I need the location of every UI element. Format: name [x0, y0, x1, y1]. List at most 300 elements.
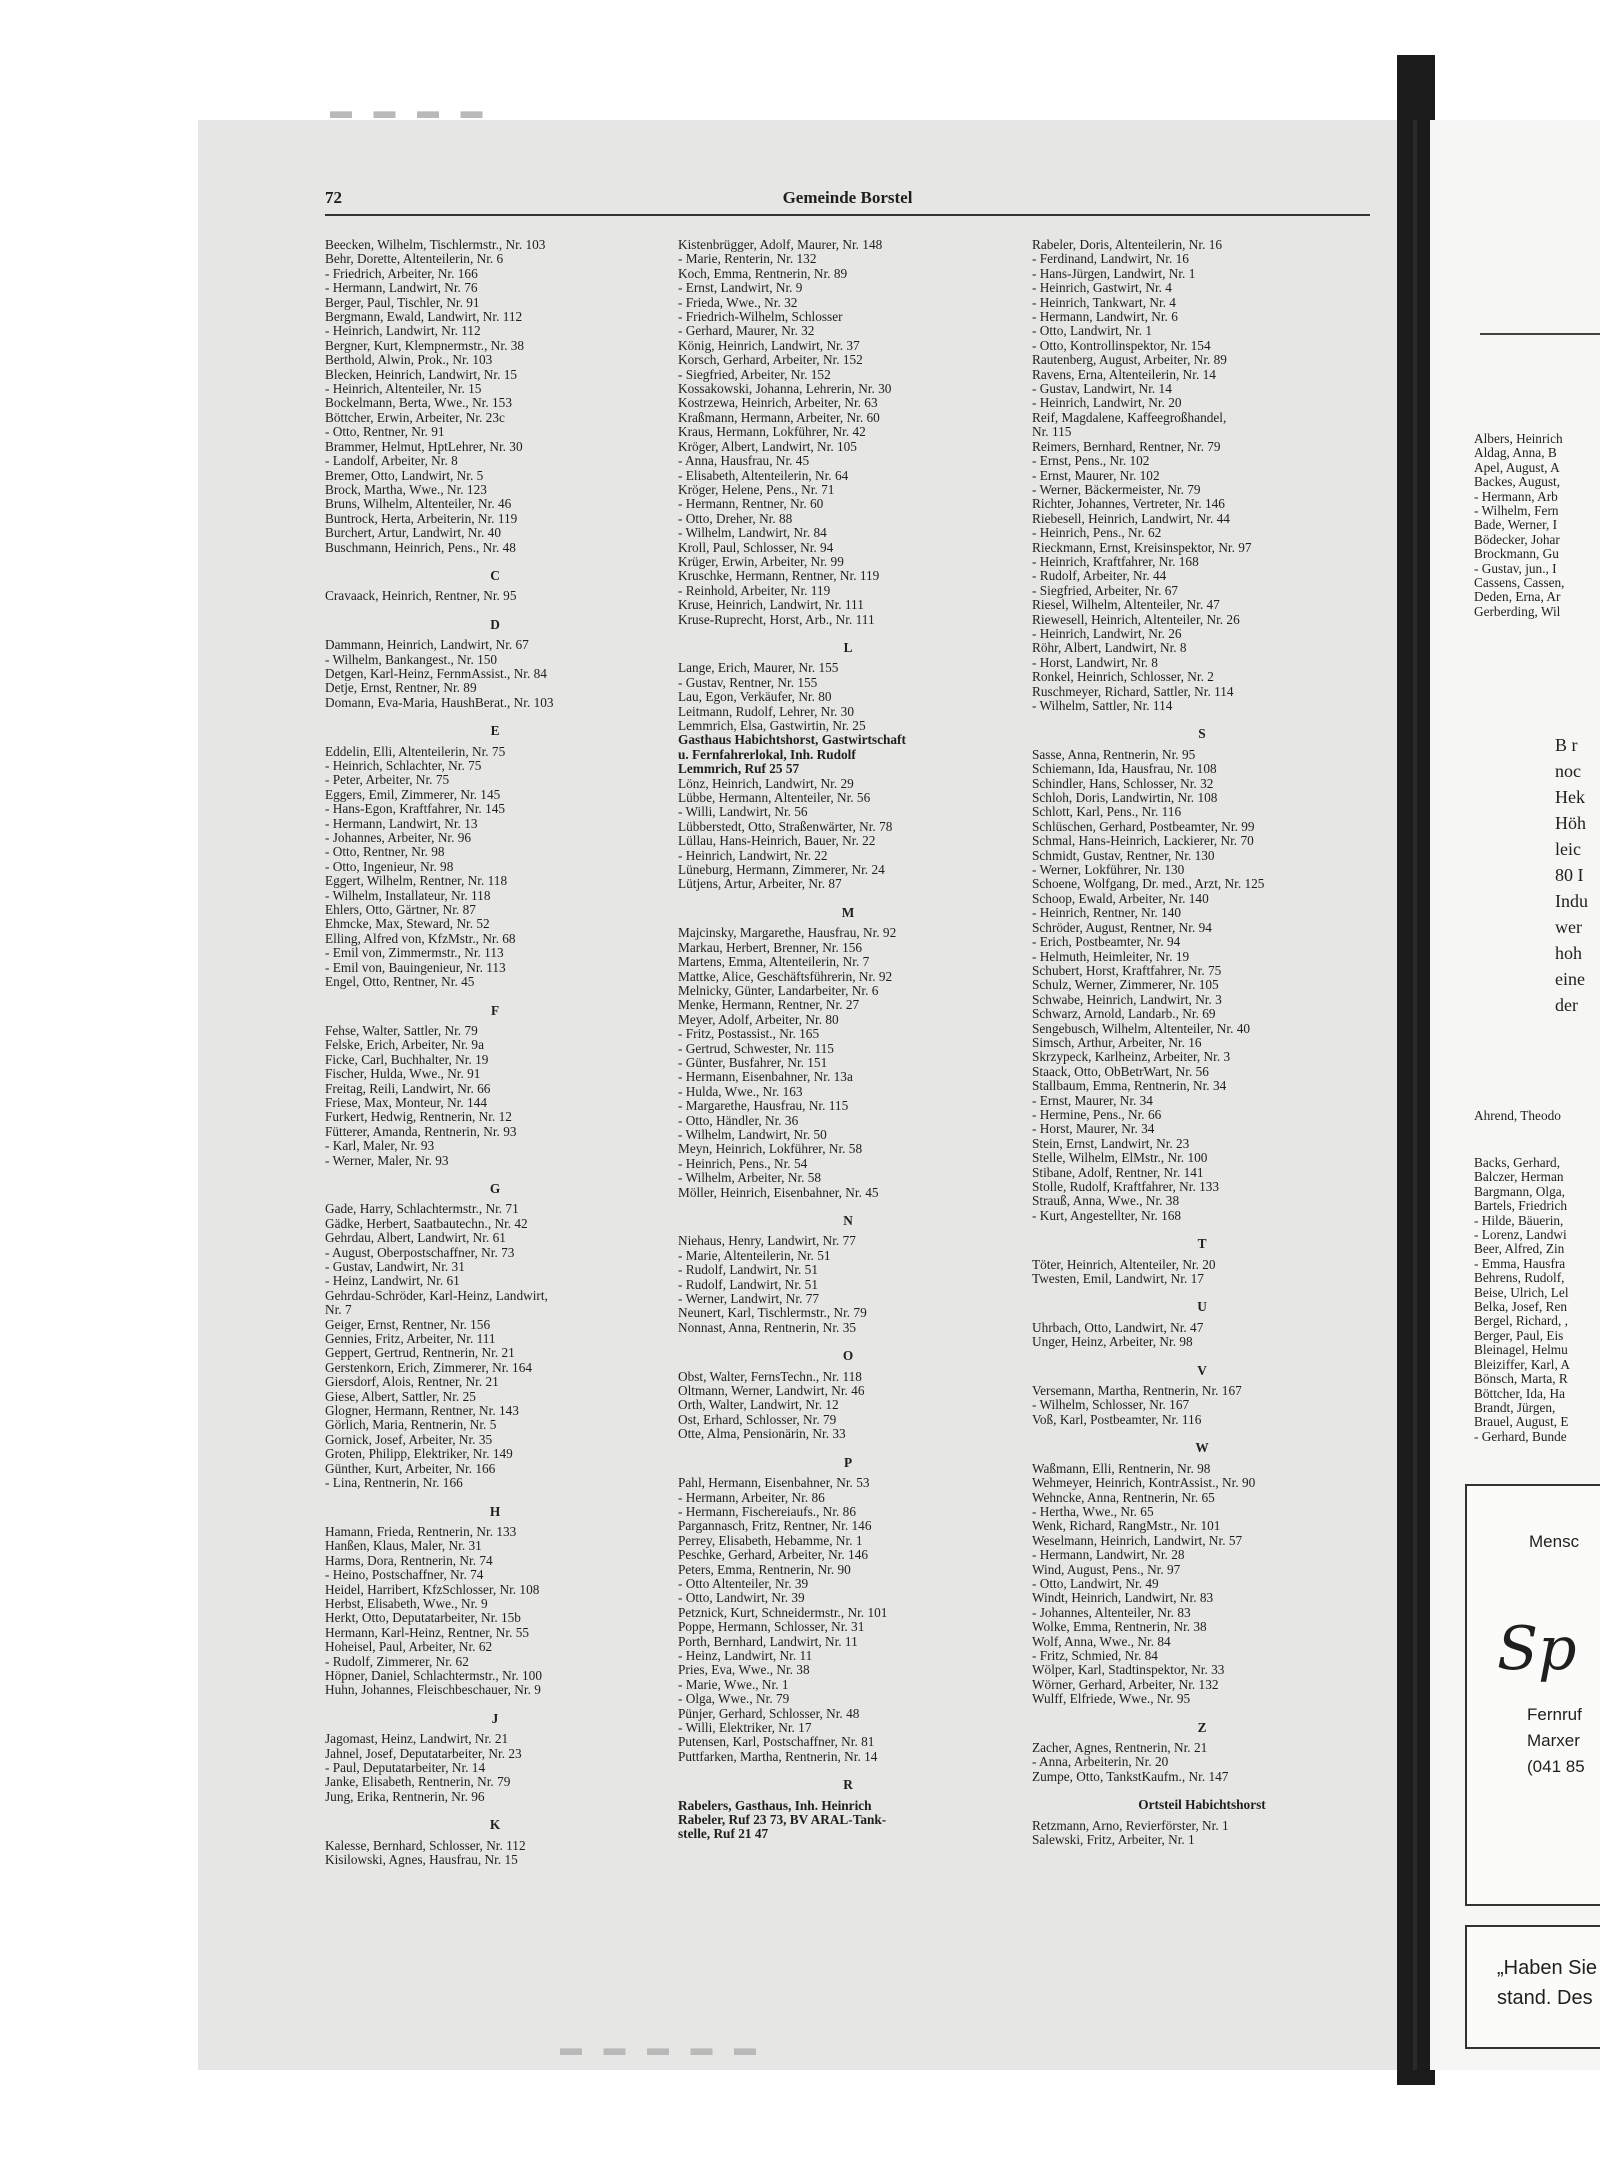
directory-column-3	[1032, 238, 1372, 1847]
directory-entry: Herbst, Elisabeth, Wwe., Nr. 9	[325, 1595, 488, 1611]
directory-entry: - Margarethe, Hausfrau, Nr. 115	[678, 1098, 849, 1114]
advertisement-line: Marxer	[1527, 1731, 1580, 1750]
directory-entry: Wolf, Anna, Wwe., Nr. 84	[1032, 1633, 1171, 1649]
directory-entry: Wölper, Karl, Stadtinspektor, Nr. 33	[1032, 1662, 1225, 1678]
section-letter: G	[489, 1180, 501, 1196]
directory-entry: - Heinrich, Landwirt, Nr. 112	[325, 323, 481, 339]
section-letter: L	[843, 639, 853, 655]
adjacent-list-entry: Böttcher, Ida, Ha	[1474, 1385, 1566, 1401]
directory-entry: Porth, Bernhard, Landwirt, Nr. 11	[678, 1633, 858, 1649]
directory-entry: Beecken, Wilhelm, Tischlermstr., Nr. 103	[325, 237, 546, 252]
directory-entry: Kisilowski, Agnes, Hausfrau, Nr. 15	[325, 1852, 518, 1868]
directory-entry: - Fritz, Postassist., Nr. 165	[678, 1026, 820, 1042]
adjacent-list-entry: Bade, Werner, I	[1474, 517, 1558, 533]
adjacent-list-entry: Cassens, Cassen,	[1474, 575, 1565, 591]
directory-entry: - Lina, Rentnerin, Nr. 166	[325, 1475, 463, 1491]
directory-entry: - Ernst, Landwirt, Nr. 9	[678, 280, 803, 296]
directory-entry: Lemmrich, Ruf 25 57	[678, 761, 800, 777]
directory-entry: Stolle, Rudolf, Kraftfahrer, Nr. 133	[1032, 1179, 1220, 1194]
directory-entry: Korsch, Gerhard, Arbeiter, Nr. 152	[678, 352, 863, 368]
directory-entry: Leitmann, Rudolf, Lehrer, Nr. 30	[678, 703, 854, 719]
directory-entry: Martens, Emma, Altenteilerin, Nr. 7	[678, 954, 870, 970]
directory-entry: Brammer, Helmut, HptLehrer, Nr. 30	[325, 438, 523, 454]
adjacent-list-1	[1474, 432, 1565, 619]
adjacent-list-entry: - Hilde, Bäuerin,	[1474, 1212, 1564, 1228]
adjacent-list-entry: Behrens, Rudolf,	[1474, 1270, 1565, 1286]
adjacent-page-rule	[1480, 333, 1600, 335]
directory-entry: - Hermann, Landwirt, Nr. 28	[1032, 1547, 1185, 1563]
directory-entry: Kossakowski, Johanna, Lehrerin, Nr. 30	[678, 381, 892, 397]
adjacent-text-line: wer	[1555, 917, 1582, 937]
directory-entry: - Wilhelm, Installateur, Nr. 118	[325, 887, 491, 903]
adjacent-text-line: der	[1555, 995, 1578, 1015]
adjacent-list-entry: Berger, Paul, Eis	[1474, 1327, 1564, 1343]
directory-entry: - Heinrich, Gastwirt, Nr. 4	[1032, 280, 1172, 296]
directory-entry: Buschmann, Heinrich, Pens., Nr. 48	[325, 539, 516, 555]
directory-entry: Menke, Hermann, Rentner, Nr. 27	[678, 997, 860, 1013]
directory-entry: Twesten, Emil, Landwirt, Nr. 17	[1032, 1271, 1204, 1287]
directory-entry: Rabeler, Ruf 23 73, BV ARAL-Tank-	[678, 1812, 887, 1828]
directory-entry: Stibane, Adolf, Rentner, Nr. 141	[1032, 1164, 1204, 1180]
directory-entry: Eggers, Emil, Zimmerer, Nr. 145	[325, 786, 501, 802]
bleed-through-text-bottom: ▬ ▬ ▬ ▬ ▬	[560, 2035, 764, 2060]
page-number: 72	[325, 188, 342, 207]
adjacent-list-entry: - Wilhelm, Fern	[1474, 503, 1559, 519]
directory-entry: Kruse, Heinrich, Landwirt, Nr. 111	[678, 597, 864, 613]
directory-entry: - Otto, Landwirt, Nr. 1	[1032, 323, 1153, 339]
directory-entry: - Marie, Wwe., Nr. 1	[678, 1676, 789, 1692]
directory-entry: Kroll, Paul, Schlosser, Nr. 94	[678, 539, 834, 555]
directory-entry: Weselmann, Heinrich, Landwirt, Nr. 57	[1032, 1532, 1243, 1548]
directory-entry: Böttcher, Erwin, Arbeiter, Nr. 23c	[325, 409, 505, 425]
adjacent-list-entry: - Gerhard, Bunde	[1474, 1428, 1567, 1444]
directory-entry: - Siegfried, Arbeiter, Nr. 152	[678, 366, 831, 382]
directory-entry: Kalesse, Bernhard, Schlosser, Nr. 112	[325, 1837, 526, 1853]
directory-entry: Nr. 115	[1032, 424, 1072, 440]
directory-entry: Kruschke, Hermann, Rentner, Nr. 119	[678, 568, 880, 584]
directory-entry: - Elisabeth, Altenteilerin, Nr. 64	[678, 467, 849, 483]
directory-entry: - Gerhard, Maurer, Nr. 32	[678, 323, 815, 339]
directory-entry: - Heinrich, Rentner, Nr. 140	[1032, 905, 1182, 921]
advertisement-heading: Mensc	[1529, 1532, 1580, 1551]
directory-entry: Schlüschen, Gerhard, Postbeamter, Nr. 99	[1032, 818, 1255, 834]
directory-entry: Schoene, Wolfgang, Dr. med., Arzt, Nr. 125	[1032, 876, 1265, 892]
directory-entry: Fütterer, Amanda, Rentnerin, Nr. 93	[325, 1123, 517, 1139]
directory-entry: Hanßen, Klaus, Maler, Nr. 31	[325, 1538, 482, 1554]
section-letter: W	[1195, 1440, 1209, 1456]
directory-entry: Lübberstedt, Otto, Straßenwärter, Nr. 78	[678, 818, 893, 834]
directory-entry: - Anna, Hausfrau, Nr. 45	[678, 453, 810, 469]
directory-entry: Schiemann, Ida, Hausfrau, Nr. 108	[1032, 761, 1217, 777]
directory-entry: Glogner, Hermann, Rentner, Nr. 143	[325, 1403, 519, 1419]
directory-entry: - Heinz, Landwirt, Nr. 11	[678, 1647, 813, 1663]
adjacent-list-2	[1474, 1156, 1570, 1444]
directory-entry: Detgen, Karl-Heinz, FernmAssist., Nr. 84	[325, 665, 547, 681]
directory-entry: Pries, Eva, Wwe., Nr. 38	[678, 1662, 810, 1678]
directory-entry: Unger, Heinz, Arbeiter, Nr. 98	[1032, 1334, 1193, 1350]
adjacent-list-entry: Bödecker, Johar	[1474, 531, 1560, 547]
directory-entry: Geiger, Ernst, Rentner, Nr. 156	[325, 1316, 491, 1332]
directory-entry: Uhrbach, Otto, Landwirt, Nr. 47	[1032, 1319, 1204, 1335]
directory-entry: - Heinrich, Landwirt, Nr. 20	[1032, 395, 1182, 411]
directory-entry: Ravens, Erna, Altenteilerin, Nr. 14	[1032, 366, 1216, 382]
directory-entry: Cravaack, Heinrich, Rentner, Nr. 95	[325, 588, 517, 604]
directory-entry: Groten, Philipp, Elektriker, Nr. 149	[325, 1446, 513, 1462]
directory-entry: Rieckmann, Ernst, Kreisinspektor, Nr. 97	[1032, 539, 1252, 555]
directory-entry: Otte, Alma, Pensionärin, Nr. 33	[678, 1426, 846, 1442]
directory-entry: Petznick, Kurt, Schneidermstr., Nr. 101	[678, 1604, 888, 1620]
directory-entry: Richter, Johannes, Vertreter, Nr. 146	[1032, 496, 1225, 512]
directory-entry: Rabeler, Doris, Altenteilerin, Nr. 16	[1032, 237, 1223, 252]
directory-entry: - Ernst, Maurer, Nr. 34	[1032, 1092, 1153, 1108]
adjacent-list-entry: Deden, Erna, Ar	[1474, 589, 1561, 605]
directory-entry: Obst, Walter, FernsTechn., Nr. 118	[678, 1368, 862, 1384]
directory-column-1	[325, 238, 665, 1867]
directory-entry: Kistenbrügger, Adolf, Maurer, Nr. 148	[678, 237, 883, 252]
adjacent-text-line: leic	[1555, 839, 1581, 859]
directory-entry: Bergmann, Ewald, Landwirt, Nr. 112	[325, 309, 523, 325]
directory-entry: Detje, Ernst, Rentner, Nr. 89	[325, 680, 477, 696]
directory-entry: - Hertha, Wwe., Nr. 65	[1032, 1503, 1154, 1519]
directory-entry: Mattke, Alice, Geschäftsführerin, Nr. 92	[678, 968, 893, 984]
directory-entry: Röhr, Albert, Landwirt, Nr. 8	[1032, 640, 1187, 656]
directory-entry: - Hans-Jürgen, Landwirt, Nr. 1	[1032, 265, 1196, 281]
directory-entry: - Friedrich-Wilhelm, Schlosser	[678, 309, 843, 325]
directory-entry: Harms, Dora, Rentnerin, Nr. 74	[325, 1552, 493, 1568]
section-letter: C	[490, 567, 500, 583]
directory-entry: - Gustav, Landwirt, Nr. 14	[1032, 381, 1172, 397]
directory-entry: - Hermann, Landwirt, Nr. 6	[1032, 309, 1178, 325]
directory-entry: - Hermine, Pens., Nr. 66	[1032, 1106, 1162, 1122]
adjacent-page	[1430, 120, 1600, 2070]
directory-entry: Reif, Magdalene, Kaffeegroßhandel,	[1032, 409, 1227, 425]
directory-entry: - Werner, Lokführer, Nr. 130	[1032, 862, 1185, 878]
directory-entry: Niehaus, Henry, Landwirt, Nr. 77	[678, 1233, 856, 1249]
section-letter: Z	[1197, 1719, 1207, 1735]
directory-entry: Zumpe, Otto, TankstKaufm., Nr. 147	[1032, 1768, 1229, 1784]
directory-entry: - Heinrich, Kraftfahrer, Nr. 168	[1032, 553, 1199, 569]
section-letter: F	[490, 1002, 500, 1018]
adjacent-list-entry: Backs, Gerhard,	[1474, 1155, 1561, 1170]
adjacent-text-line: noc	[1555, 761, 1581, 781]
directory-entry: Meyer, Adolf, Arbeiter, Nr. 80	[678, 1011, 839, 1027]
directory-entry: Puttfarken, Martha, Rentnerin, Nr. 14	[678, 1748, 878, 1764]
directory-entry: - Frieda, Wwe., Nr. 32	[678, 294, 798, 310]
directory-entry: Jagomast, Heinz, Landwirt, Nr. 21	[325, 1731, 509, 1747]
directory-entry: Peters, Emma, Rentnerin, Nr. 90	[678, 1561, 851, 1577]
directory-entry: Riewesell, Heinrich, Altenteiler, Nr. 26	[1032, 611, 1240, 627]
directory-entry: - Johannes, Altenteiler, Nr. 83	[1032, 1604, 1191, 1620]
section-letter: T	[1197, 1236, 1207, 1252]
directory-entry: - Landolf, Arbeiter, Nr. 8	[325, 453, 458, 469]
directory-entry: Lütjens, Artur, Arbeiter, Nr. 87	[678, 876, 842, 892]
directory-entry: Riebesell, Heinrich, Landwirt, Nr. 44	[1032, 510, 1230, 526]
directory-entry: - Ferdinand, Landwirt, Nr. 16	[1032, 251, 1189, 267]
directory-entry: Berthold, Alwin, Prok., Nr. 103	[325, 352, 493, 368]
directory-entry: Pünjer, Gerhard, Schlosser, Nr. 48	[678, 1705, 860, 1721]
directory-entry: Schmal, Hans-Heinrich, Lackierer, Nr. 70	[1032, 833, 1254, 849]
directory-entry: Gerstenkorn, Erich, Zimmerer, Nr. 164	[325, 1359, 532, 1375]
directory-entry: Ruschmeyer, Richard, Sattler, Nr. 114	[1032, 683, 1234, 699]
directory-entry: - Karl, Maler, Nr. 93	[325, 1138, 435, 1154]
directory-entry: Gädke, Herbert, Saatbautechn., Nr. 42	[325, 1215, 528, 1231]
directory-entry: Huhn, Johannes, Fleischbeschauer, Nr. 9	[325, 1682, 541, 1698]
directory-entry: Bockelmann, Berta, Wwe., Nr. 153	[325, 395, 512, 411]
directory-entry: Herkt, Otto, Deputatarbeiter, Nr. 15b	[325, 1610, 521, 1626]
directory-entry: - Werner, Landwirt, Nr. 77	[678, 1291, 820, 1307]
adjacent-list-entry: Brockmann, Gu	[1474, 546, 1559, 562]
directory-entry: Jung, Erika, Rentnerin, Nr. 96	[325, 1788, 485, 1804]
directory-entry: Furkert, Hedwig, Rentnerin, Nr. 12	[325, 1109, 512, 1125]
directory-entry: Freitag, Reili, Landwirt, Nr. 66	[325, 1080, 491, 1096]
directory-entry: Markau, Herbert, Brenner, Nr. 156	[678, 939, 863, 955]
directory-entry: Janke, Elisabeth, Rentnerin, Nr. 79	[325, 1774, 511, 1790]
directory-entry: Riesel, Wilhelm, Altenteiler, Nr. 47	[1032, 597, 1220, 613]
directory-entry: Hamann, Frieda, Rentnerin, Nr. 133	[325, 1523, 517, 1539]
adjacent-list-entry: Bleinagel, Helmu	[1474, 1342, 1568, 1358]
directory-entry: - Rudolf, Landwirt, Nr. 51	[678, 1276, 818, 1292]
directory-entry: Ficke, Carl, Buchhalter, Nr. 19	[325, 1051, 489, 1067]
directory-entry: Retzmann, Arno, Revierförster, Nr. 1	[1032, 1817, 1229, 1833]
directory-entry: - Otto, Kontrollinspektor, Nr. 154	[1032, 337, 1211, 353]
directory-entry: Pahl, Hermann, Eisenbahner, Nr. 53	[678, 1475, 870, 1491]
directory-entry: Schlott, Karl, Pens., Nr. 116	[1032, 804, 1182, 820]
directory-entry: Töter, Heinrich, Altenteiler, Nr. 20	[1032, 1256, 1216, 1272]
quote-line: „Haben Sie	[1497, 1957, 1598, 1979]
directory-entry: Kostrzewa, Heinrich, Arbeiter, Nr. 63	[678, 395, 878, 411]
directory-entry: - Heino, Postschaffner, Nr. 74	[325, 1567, 484, 1583]
directory-entry: Bremer, Otto, Landwirt, Nr. 5	[325, 467, 484, 483]
directory-entry: - Paul, Deputatarbeiter, Nr. 14	[325, 1760, 486, 1775]
section-letter: O	[842, 1348, 854, 1364]
directory-entry: - Emil von, Zimmermstr., Nr. 113	[325, 945, 504, 961]
directory-entry: - Günter, Busfahrer, Nr. 151	[678, 1054, 828, 1070]
directory-entry: Domann, Eva-Maria, HaushBerat., Nr. 103	[325, 694, 554, 710]
directory-entry: - Wilhelm, Sattler, Nr. 114	[1032, 698, 1173, 713]
directory-entry: - Anna, Arbeiterin, Nr. 20	[1032, 1754, 1169, 1770]
directory-entry: - Otto, Händler, Nr. 36	[678, 1112, 799, 1128]
directory-entry: Dammann, Heinrich, Landwirt, Nr. 67	[325, 637, 529, 653]
directory-entry: Bergner, Kurt, Klempnermstr., Nr. 38	[325, 337, 525, 353]
section-letter: U	[1197, 1299, 1207, 1315]
page-header	[325, 188, 1370, 216]
adjacent-list-entry: Beise, Ulrich, Lel	[1474, 1284, 1569, 1300]
directory-entry: - Wilhelm, Landwirt, Nr. 84	[678, 525, 827, 541]
directory-entry: Schulz, Werner, Zimmerer, Nr. 105	[1032, 977, 1219, 993]
directory-entry: - Gertrud, Schwester, Nr. 115	[678, 1040, 834, 1056]
directory-entry: Eggert, Wilhelm, Rentner, Nr. 118	[325, 873, 508, 889]
directory-entry: Wulff, Elfriede, Wwe., Nr. 95	[1032, 1691, 1191, 1707]
section-letter: E	[490, 723, 500, 739]
directory-entry: Höpner, Daniel, Schlachtermstr., Nr. 100	[325, 1667, 542, 1683]
directory-entry: Schmidt, Gustav, Rentner, Nr. 130	[1032, 847, 1215, 863]
adjacent-text-line: Hek	[1555, 787, 1585, 807]
directory-column-2	[678, 238, 1018, 1842]
directory-entry: - Olga, Wwe., Nr. 79	[678, 1691, 790, 1707]
directory-entry: - Heinrich, Landwirt, Nr. 22	[678, 847, 828, 863]
directory-entry: - Heinrich, Pens., Nr. 54	[678, 1155, 808, 1171]
directory-entry: - Werner, Maler, Nr. 93	[325, 1152, 449, 1168]
adjacent-list-entry: Bönsch, Marta, R	[1474, 1371, 1568, 1387]
directory-entry: - Ernst, Maurer, Nr. 102	[1032, 467, 1160, 483]
directory-entry: Stein, Ernst, Landwirt, Nr. 23	[1032, 1135, 1190, 1151]
directory-entry: - Rudolf, Zimmerer, Nr. 62	[325, 1653, 469, 1669]
directory-entry: Nr. 7	[325, 1302, 352, 1318]
directory-entry: Kröger, Helene, Pens., Nr. 71	[678, 481, 835, 497]
directory-entry: Ehlers, Otto, Gärtner, Nr. 87	[325, 902, 476, 918]
directory-entry: Görlich, Maria, Rentnerin, Nr. 5	[325, 1417, 497, 1433]
directory-entry: Reimers, Bernhard, Rentner, Nr. 79	[1032, 438, 1221, 454]
directory-entry: - Heinrich, Altenteiler, Nr. 15	[325, 381, 482, 397]
directory-entry: - Heinrich, Schlachter, Nr. 75	[325, 758, 482, 773]
directory-entry: Lüneburg, Hermann, Zimmerer, Nr. 24	[678, 862, 885, 878]
adjacent-list-entry: Bargmann, Olga,	[1474, 1183, 1565, 1199]
directory-entry: - Hermann, Arbeiter, Nr. 86	[678, 1489, 825, 1505]
directory-entry: Sengebusch, Wilhelm, Altenteiler, Nr. 40	[1032, 1020, 1251, 1036]
section-letter: R	[843, 1777, 853, 1793]
directory-entry: Strauß, Anna, Wwe., Nr. 38	[1032, 1193, 1180, 1209]
directory-entry: - Reinhold, Arbeiter, Nr. 119	[678, 582, 831, 598]
section-letter: K	[489, 1817, 501, 1833]
directory-entry: Nonnast, Anna, Rentnerin, Nr. 35	[678, 1319, 857, 1335]
section-letter: S	[1198, 726, 1206, 742]
adjacent-list-entry: Brandt, Jürgen,	[1474, 1399, 1556, 1415]
directory-entry: - Hermann, Fischereiaufs., Nr. 86	[678, 1503, 856, 1519]
section-subheading: Ortsteil Habichtshorst	[1138, 1797, 1266, 1813]
directory-entry: Buntrock, Herta, Arbeiterin, Nr. 119	[325, 510, 518, 526]
directory-entry: - Horst, Maurer, Nr. 34	[1032, 1121, 1155, 1137]
directory-entry: Gehrdau, Albert, Landwirt, Nr. 61	[325, 1230, 506, 1246]
directory-entry: Behr, Dorette, Altenteilerin, Nr. 6	[325, 251, 504, 267]
page-title: Gemeinde Borstel	[782, 188, 913, 207]
directory-entry: - Siegfried, Arbeiter, Nr. 67	[1032, 582, 1179, 598]
directory-entry: Versemann, Martha, Rentnerin, Nr. 167	[1032, 1383, 1242, 1399]
adjacent-single-line: Ahrend, Theodo	[1474, 1108, 1561, 1123]
directory-entry: Rautenberg, August, Arbeiter, Nr. 89	[1032, 352, 1227, 368]
adjacent-list-entry: Brauel, August, E	[1474, 1414, 1569, 1430]
directory-entry: Engel, Otto, Rentner, Nr. 45	[325, 974, 475, 990]
directory-entry: Gornick, Josef, Arbeiter, Nr. 35	[325, 1431, 493, 1447]
adjacent-list-entry: Bleiziffer, Karl, A	[1474, 1356, 1570, 1372]
directory-entry: Ost, Erhard, Schlosser, Nr. 79	[678, 1411, 837, 1427]
adjacent-text-line: B r	[1555, 735, 1578, 755]
directory-entry: Perrey, Elisabeth, Hebamme, Nr. 1	[678, 1532, 863, 1548]
directory-entry: Wind, August, Pens., Nr. 97	[1032, 1561, 1181, 1577]
section-letter: M	[841, 904, 855, 920]
directory-entry: - Emil von, Bauingenieur, Nr. 113	[325, 959, 506, 975]
directory-entry: - August, Oberpostschaffner, Nr. 73	[325, 1244, 515, 1260]
directory-entry: Möller, Heinrich, Eisenbahner, Nr. 45	[678, 1184, 879, 1200]
directory-entry: Oltmann, Werner, Landwirt, Nr. 46	[678, 1383, 865, 1399]
directory-entry: Staack, Otto, ObBetrWart, Nr. 56	[1032, 1063, 1209, 1079]
directory-entry: König, Heinrich, Landwirt, Nr. 37	[678, 337, 860, 353]
adjacent-list-entry: Gerberding, Wil	[1474, 603, 1561, 619]
directory-entry: - Kurt, Angestellter, Nr. 168	[1032, 1207, 1182, 1223]
directory-entry: - Otto, Landwirt, Nr. 39	[678, 1590, 805, 1606]
directory-entry: - Hermann, Landwirt, Nr. 13	[325, 815, 478, 831]
directory-entry: Sasse, Anna, Rentnerin, Nr. 95	[1032, 746, 1196, 762]
directory-entry: - Peter, Arbeiter, Nr. 75	[325, 772, 450, 788]
directory-entry: Kraus, Hermann, Lokführer, Nr. 42	[678, 424, 866, 440]
directory-entry: - Otto, Dreher, Nr. 88	[678, 510, 793, 526]
directory-entry: - Horst, Landwirt, Nr. 8	[1032, 654, 1158, 670]
directory-entry: Giersdorf, Alois, Rentner, Nr. 21	[325, 1374, 499, 1390]
directory-entry: Putensen, Karl, Postschaffner, Nr. 81	[678, 1734, 875, 1750]
directory-entry: Schoop, Ewald, Arbeiter, Nr. 140	[1032, 890, 1209, 906]
bleed-through-text-top: ▬ ▬ ▬ ▬	[330, 98, 491, 123]
directory-entry: - Helmuth, Heimleiter, Nr. 19	[1032, 948, 1190, 964]
directory-entry: - Wilhelm, Schlosser, Nr. 167	[1032, 1397, 1190, 1413]
directory-entry: - Heinrich, Pens., Nr. 62	[1032, 525, 1162, 541]
advertisement-contact	[1527, 1702, 1585, 1780]
directory-entry: Brock, Martha, Wwe., Nr. 123	[325, 481, 487, 497]
directory-entry: - Heinrich, Tankwart, Nr. 4	[1032, 294, 1176, 310]
directory-entry: - Otto, Ingenieur, Nr. 98	[325, 858, 454, 874]
section-letter: N	[843, 1213, 853, 1228]
directory-entry: Kruse-Ruprecht, Horst, Arb., Nr. 111	[678, 611, 875, 627]
directory-entry: Blecken, Heinrich, Landwirt, Nr. 15	[325, 366, 518, 382]
directory-entry: - Rudolf, Landwirt, Nr. 51	[678, 1262, 818, 1278]
adjacent-list-entry: Belka, Josef, Ren	[1474, 1299, 1568, 1315]
adjacent-list-entry: Bergel, Richard, ,	[1474, 1313, 1568, 1329]
directory-entry: Voß, Karl, Postbeamter, Nr. 116	[1032, 1411, 1202, 1427]
directory-entry: Kröger, Albert, Landwirt, Nr. 105	[678, 438, 857, 454]
directory-entry: Ronkel, Heinrich, Schlosser, Nr. 2	[1032, 669, 1214, 685]
directory-entry: u. Fernfahrerlokal, Inh. Rudolf	[678, 746, 856, 762]
quote-box	[1465, 1925, 1600, 2049]
directory-entry: - Wilhelm, Bankangest., Nr. 150	[325, 651, 498, 667]
adjacent-list-entry: Beer, Alfred, Zin	[1474, 1241, 1565, 1257]
directory-entry: Elling, Alfred von, KfzMstr., Nr. 68	[325, 930, 516, 946]
directory-entry: Wehncke, Anna, Rentnerin, Nr. 65	[1032, 1489, 1215, 1505]
directory-entry: Lübbe, Hermann, Altenteiler, Nr. 56	[678, 790, 871, 806]
directory-entry: Stelle, Wilhelm, ElMstr., Nr. 100	[1032, 1150, 1208, 1166]
directory-entry: Jahnel, Josef, Deputatarbeiter, Nr. 23	[325, 1745, 522, 1761]
directory-entry: - Willi, Landwirt, Nr. 56	[678, 804, 808, 820]
directory-entry: - Willi, Elektriker, Nr. 17	[678, 1720, 812, 1735]
adjacent-list-entry: - Emma, Hausfra	[1474, 1255, 1566, 1271]
directory-entry: Gennies, Fritz, Arbeiter, Nr. 111	[325, 1331, 496, 1347]
directory-entry: stelle, Ruf 21 47	[678, 1826, 769, 1842]
directory-entry: Koch, Emma, Rentnerin, Nr. 89	[678, 265, 848, 281]
adjacent-text-line: Indu	[1555, 891, 1588, 911]
directory-entry: Kraßmann, Hermann, Arbeiter, Nr. 60	[678, 409, 880, 425]
directory-entry: Windt, Heinrich, Landwirt, Nr. 83	[1032, 1590, 1214, 1606]
adjacent-list-entry: - Lorenz, Landwi	[1474, 1227, 1567, 1243]
directory-entry: Salewski, Fritz, Arbeiter, Nr. 1	[1032, 1832, 1195, 1848]
directory-entry: Schwabe, Heinrich, Landwirt, Nr. 3	[1032, 991, 1222, 1007]
directory-entry: Lönz, Heinrich, Landwirt, Nr. 29	[678, 775, 854, 791]
directory-entry: - Otto Altenteiler, Nr. 39	[678, 1575, 809, 1591]
directory-entry: Poppe, Hermann, Schlosser, Nr. 31	[678, 1619, 865, 1635]
section-letter: H	[489, 1503, 501, 1519]
directory-entry: Simsch, Arthur, Arbeiter, Nr. 16	[1032, 1034, 1202, 1050]
directory-entry: Melnicky, Günter, Landarbeiter, Nr. 6	[678, 982, 879, 998]
advertisement-line: (041 85	[1527, 1757, 1585, 1776]
adjacent-list-entry: - Hermann, Arb	[1474, 488, 1558, 504]
directory-entry: Giese, Albert, Sattler, Nr. 25	[325, 1388, 476, 1404]
adjacent-text-block	[1555, 732, 1588, 1018]
directory-entry: Orth, Walter, Landwirt, Nr. 12	[678, 1397, 839, 1413]
directory-entry: - Otto, Rentner, Nr. 91	[325, 424, 445, 440]
directory-entry: - Hermann, Landwirt, Nr. 76	[325, 280, 478, 296]
directory-entry: Gasthaus Habichtshorst, Gastwirtschaft	[678, 732, 906, 748]
adjacent-list-entry: Balczer, Herman	[1474, 1169, 1564, 1185]
directory-entry: - Ernst, Pens., Nr. 102	[1032, 453, 1150, 469]
directory-entry: - Erich, Postbeamter, Nr. 94	[1032, 934, 1181, 950]
directory-entry: - Heinz, Landwirt, Nr. 61	[325, 1273, 460, 1289]
directory-entry: Fischer, Hulda, Wwe., Nr. 91	[325, 1066, 481, 1082]
